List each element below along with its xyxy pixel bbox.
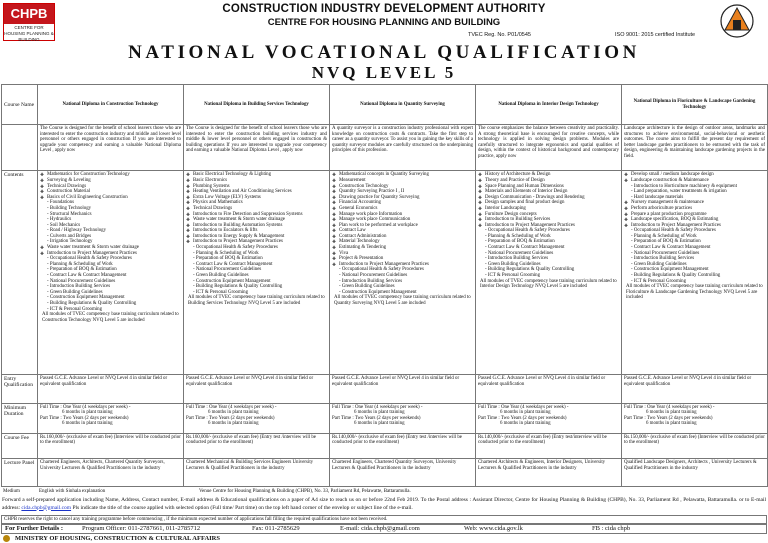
- content-item: - Hard landscape materials: [631, 194, 684, 200]
- content-item: ❖ Introduction to Project Management Practices: [624, 223, 765, 229]
- content-item: - Planning & Scheduling of Work: [193, 250, 259, 256]
- facebook[interactable]: FB : cida chpb: [592, 525, 631, 532]
- duration-cell: Full Time : One Year (4 weekdays per week) - 6 months in plant training Part Time : Two Years (2 days per weekends) 6 months in plant training: [38, 403, 184, 433]
- page-header: [0, 0, 768, 42]
- entry-row: [2, 374, 768, 403]
- contents-row: [2, 171, 768, 375]
- content-item: - Construction Equipment Management: [631, 267, 709, 273]
- content-item: - Preparation of BOQ & Estimation: [631, 239, 701, 245]
- row-label: Minimum Duration: [2, 403, 38, 433]
- content-item: - Green Building Guidelines: [631, 261, 687, 267]
- entry-qualification: Passed G.C.E. Advance Level or NVQ Level 4 in similar field or equivalent qualification: [476, 374, 622, 403]
- course-fee: Rs.160,000/- (exclusive of exam fee) (Interview will be conducted prior to the enrollment): [38, 433, 184, 459]
- logo-subtext: CENTRE FOR HOUSING PLANNING & BUILDING: [4, 25, 54, 42]
- course-title: National Diploma in Building Services Technology: [184, 85, 330, 125]
- content-item: - Green Building Guidelines: [193, 273, 249, 279]
- content-item: - Contract Law & Contract Management: [485, 245, 565, 251]
- content-item: ❖ Basic Electronics: [186, 178, 327, 184]
- content-item: - Introduction Building Services: [485, 256, 549, 262]
- course-name-row: [2, 85, 768, 125]
- content-item: ❖ Manage work place Information: [332, 212, 473, 218]
- course-fee: Rs.140,000/- (exclusive of exam fee) (Entry test/interview will be conducted prior to the enrollment): [476, 433, 622, 459]
- content-item: ❖ Nursery management & maintenance: [624, 200, 765, 206]
- content-item: ❖ Prepare a plant production programme: [624, 212, 765, 218]
- lecture-panel: Chartered Engineers, Architects, Chartered Quantity Surveyors, University Lecturers & Qualified Practitioners in the industry: [38, 459, 184, 487]
- content-item: - Culverts and Bridges: [47, 233, 92, 239]
- content-item: - Building Regulations & Quality Controlling: [631, 273, 721, 279]
- entry-qualification: Passed G.C.E. Advance Level or NVQ Level 4 in similar field or equivalent qualification: [330, 374, 476, 403]
- content-item: - Soil Mechanics: [47, 222, 81, 228]
- content-item: ❖ Introduction to Fire Detection and Suppression Systems: [186, 212, 327, 218]
- lecture-panel: Chartered Engineers, Chartered Quantity Surveyors, University Lecturers & Qualified Practitioners in the industry: [330, 459, 476, 487]
- course-title: National Diploma in Interior Design Technology: [476, 85, 622, 125]
- contents-list: [478, 172, 619, 289]
- content-item: ❖ Waste water treatment & Storm water drainage: [40, 245, 181, 251]
- content-item: ❖ Mathematical concepts in Quantity Surveying: [332, 172, 473, 178]
- content-item: All modules of TVEC competency base training curriculum related to Interior Design Technology NVQ Level 5 are included: [480, 278, 617, 290]
- content-item: ❖ Introduction to Energy Supply & Management: [186, 234, 327, 240]
- content-item: ❖ Design Communication - Drawings and Rendering: [478, 195, 619, 201]
- content-item: - Occupational Health & Safety Procedures: [47, 256, 132, 262]
- content-item: ❖ Plan work to be performed at workplace: [332, 223, 473, 229]
- content-item: ❖ Waste water treatment & Storm water drainage: [186, 217, 327, 223]
- content-item: ❖ Basic Electrical Technology & Lighting: [186, 172, 327, 178]
- content-item: - Building Regulations & Quality Controlling: [485, 267, 575, 273]
- content-item: - Land preparation, water treatments & irrigation: [631, 189, 727, 195]
- venue: Venue Centre for Housing Planning & Building (CHPB), No. 33, Parliament Rd, Pelawatte, Battaramulla.: [199, 489, 411, 494]
- content-item: ❖ Measurement: [332, 178, 473, 184]
- fee-row: [2, 433, 768, 459]
- course-table: [1, 84, 768, 487]
- fax: Fax: 011-2785629: [252, 525, 300, 532]
- row-label: Entry Qualification: [2, 374, 38, 403]
- content-item: - ICT & Personal Grooming: [193, 289, 249, 295]
- content-item: ❖ Introduction to Project Management Practices: [478, 223, 619, 229]
- content-item: - Contract Law & Contract Management: [47, 273, 127, 279]
- course-title: National Diploma in Construction Technology: [38, 85, 184, 125]
- row-label: Course Name: [2, 85, 38, 125]
- content-item: - ICT & Personal Grooming: [47, 306, 103, 312]
- content-item: ❖ Introduction to Building Automation Systems: [186, 223, 327, 229]
- content-item: - Preparation of BOQ & Estimation: [485, 239, 555, 245]
- content-item: ❖ Estimating & Tendering: [332, 245, 473, 251]
- content-item: ❖ Introduction to Project Management Practices: [40, 251, 181, 257]
- content-item: ❖ Introduction to Escalators & lifts: [186, 228, 327, 234]
- medium-label: Medium: [3, 489, 20, 494]
- row-label: Lecture Panel: [2, 459, 38, 487]
- entry-qualification: Passed G.C.E. Advance Level or NVQ Level 4 in similar field or equivalent qualification: [38, 374, 184, 403]
- content-item: ❖ Surveying & Leveling: [40, 178, 181, 184]
- content-item: ❖ Financial Accounting: [332, 200, 473, 206]
- content-item: - Construction Equipment Management: [193, 278, 271, 284]
- content-item: - Building Technology: [47, 205, 92, 211]
- content-item: ❖ Heating Ventilation and Air Conditioning Services: [186, 189, 327, 195]
- content-item: ❖ Quantity Surveying Practice I , II: [332, 189, 473, 195]
- content-item: - ICT & Personal Grooming: [631, 278, 687, 284]
- content-item: ❖ History of Architecture & Design: [478, 172, 619, 178]
- duration-cell: Full Time : One Year (4 weekdays per week) - 6 months in plant training Part Time : Two Years (2 days per weekends) 6 months in plant training: [622, 403, 768, 433]
- intro-row: [2, 125, 768, 171]
- contents-cell: [38, 171, 184, 375]
- course-title: National Diploma in Floriculture & Landscape Gardening Technology: [622, 85, 768, 125]
- course-fee: Rs.140,000/- (exclusive of exam fee) (Entry test /interview will be conducted prior to the enrollment): [330, 433, 476, 459]
- content-item: ❖ Material Technology: [332, 239, 473, 245]
- content-item: ❖ General Economics: [332, 206, 473, 212]
- content-item: All modules of TVEC competency base training curriculum related to Building Services Technology NVQ Level 5 are included: [188, 295, 325, 307]
- content-item: - Construction Equipment Management: [339, 289, 417, 295]
- content-item: - Planning & Scheduling of Work: [485, 233, 551, 239]
- contact-label: For Further Details :: [5, 525, 64, 532]
- content-item: - National Procurement Guidelines: [485, 250, 554, 256]
- content-item: ❖ Construction Technology: [332, 184, 473, 190]
- content-item: - Contract Law & Contract Management: [193, 261, 273, 267]
- content-item: - Introduction to Horticulture machinery & equipment: [631, 183, 737, 189]
- cida-seal-icon: [720, 3, 754, 39]
- ministry-footer: [1, 534, 767, 543]
- content-item: - Green Building Guidelines: [47, 289, 103, 295]
- program-officer: Program Officer: 011-2787661, 011-2785712: [82, 525, 201, 532]
- content-item: ❖ Physics and Mathematics: [186, 200, 327, 206]
- content-item: - ICT & Personal Grooming: [485, 273, 541, 279]
- row-label: Course Fee: [2, 433, 38, 459]
- content-item: ❖ Contract Law: [332, 228, 473, 234]
- content-item: - Planning & Scheduling of Work: [47, 261, 113, 267]
- content-item: - National Procurement Guidelines: [339, 273, 408, 279]
- content-item: - Green Building Guidelines: [485, 261, 541, 267]
- content-item: ❖ Interior Landscaping: [478, 206, 619, 212]
- duration-cell: Full Time : One Year (4 weekdays per week) - 6 months in plant training Part Time : Two Years (2 days per weekends) 6 months in plant training: [330, 403, 476, 433]
- duration-cell: Full Time : One Year (4 weekdays per week) - 6 months in plant training Part Time : Two Years (2 days per weekends) 6 months in plant training: [476, 403, 622, 433]
- content-item: - Occupational Health & Safety Procedures: [193, 245, 278, 251]
- org-name: CONSTRUCTION INDUSTRY DEVELOPMENT AUTHORITY: [222, 3, 546, 15]
- content-item: - Construction Equipment Management: [47, 295, 125, 301]
- panel-row: [2, 459, 768, 487]
- entry-qualification: Passed G.C.E. Advance Level or NVQ Level 4 in similar field or equivalent qualification: [184, 374, 330, 403]
- contents-list: [186, 172, 327, 306]
- row-label: [2, 125, 38, 171]
- contact-email[interactable]: E-mail: cida.chpb@gmail.com: [340, 525, 420, 532]
- content-item: ❖ Mathematics for Construction Technology: [40, 172, 181, 178]
- content-item: ❖ Design samples and final product design: [478, 200, 619, 206]
- medium-row: [1, 487, 767, 497]
- content-item: - National Procurement Guidelines: [631, 250, 700, 256]
- content-item: - Green Building Guidelines: [339, 284, 395, 290]
- content-item: - National Procurement Guidelines: [47, 278, 116, 284]
- course-intro: The Course is designed for the benefit of school leavers those who are interested to enter the construction building services industry and middle & lower level personnel or others engaged in construction & building operations If you are interested to upgrade your competency and earning a valuable National Diploma Level , apply now: [184, 125, 330, 171]
- content-item: ❖ Introduction to Building Services: [478, 217, 619, 223]
- iso-certification: ISO 9001: 2015 certified Institute: [615, 32, 696, 38]
- content-item: ❖ Plumbing Systems: [186, 184, 327, 190]
- content-item: - Planning & Scheduling of Work: [631, 233, 697, 239]
- content-item: - Occupational Health & Safety Procedures: [485, 228, 570, 234]
- course-title: National Diploma in Quantity Surveying: [330, 85, 476, 125]
- medium-value: English with Sinhala explanation: [39, 489, 106, 494]
- emblem-icon: [3, 535, 10, 542]
- content-item: - Preparation of BOQ & Estimation: [47, 267, 117, 273]
- cancellation-notice: CHPB reserves the right to cancel any training programme before commencing , if the minimum expected number of applications fall filling the required qualifications have not been received.: [1, 515, 767, 524]
- contents-list: [40, 172, 181, 323]
- application-instructions: Forward a self-prepared application including Name, Address, Contact number, E-mail address & Educational qualifications on a paper of A4 size to reach us on or before 22nd Feb 2019. To the Postal address : Assistant Director, Centre for Housing Planning & Building (CHPB), No. 33, Parliament Rd , Pelawatta, Battaramulla. or to E-mail address: cida.chpb@gmail.com Pls indicate the title of the course applied with selected option (Full time/ Part time) on the top left hand corner of the envelop or subject line of the e-mail.: [2, 497, 766, 511]
- content-item: ❖ Space Planning and Human Dimensions: [478, 184, 619, 190]
- content-item: - Road / Highway Technology: [47, 228, 107, 234]
- content-item: ❖ Contract Administration: [332, 234, 473, 240]
- content-item: - Occupational Health & Safety Procedures: [631, 228, 716, 234]
- content-item: ❖ Drawing practice for Quantity Surveying: [332, 195, 473, 201]
- content-item: - Occupational Health & Safety Procedures: [339, 267, 424, 273]
- course-intro: Landscape architecture is the design of outdoor areas, landmarks and structures to achieve environmental, social-behavioral or aesthetic outcomes. The course aims to fulfill the present day requirement of better landscape garden practitioners to be entrusted with the task of design, engineering & maintaining landscape gardening projects in the field.: [622, 125, 768, 171]
- content-item: ❖ Extra Low Voltage (ELV) Systems: [186, 195, 327, 201]
- content-item: ❖ Theory and Practice of Design: [478, 178, 619, 184]
- content-item: - National Procurement Guidelines: [193, 267, 262, 273]
- contents-cell: [622, 171, 768, 375]
- row-label: Contents: [2, 171, 38, 375]
- course-intro: The course emphasizes the balance between creativity and practicality. A strong theoretical base is encouraged for creative concepts, while technology is applied in solving design problems. Modules are carefully structured to integrate ergonomics and spatial qualities of design, within the context of historical background and contemporary practice, apply now: [476, 125, 622, 171]
- lecture-panel: Qualified Landscape Designers, Architects , University Lecturers & Qualified Practitioners in the industry: [622, 459, 768, 487]
- content-item: ❖ Viva: [332, 251, 473, 257]
- course-fee: Rs.150,000/- (exclusive of exam fee) (Interview will be conducted prior to the enrollment): [622, 433, 768, 459]
- content-item: ❖ Technical Drawings: [40, 184, 181, 190]
- content-item: - Contract Law & Contract Management: [631, 245, 711, 251]
- content-item: - Introduction Building Services: [631, 256, 695, 262]
- content-item: - Introduction Building Services: [339, 278, 403, 284]
- content-item: - Introduction Building Services: [47, 284, 111, 290]
- main-title: NATIONAL VOCATIONAL QUALIFICATION: [128, 42, 640, 63]
- content-item: ❖ Landscape construction & Maintenance: [624, 178, 765, 184]
- lecture-panel: Chartered Mechanical & Building Services Engineers University Lecturers & Qualified Practitioners in the industry: [184, 459, 330, 487]
- duration-row: [2, 403, 768, 433]
- org-subname: CENTRE FOR HOUSING PLANNING AND BUILDING: [267, 17, 501, 28]
- content-item: All modules of TVEC competency base training curriculum related to Floriculture & Landscape Gardening Technology NVQ Level 5 are included: [626, 284, 763, 301]
- email-link[interactable]: cida.chpb@gmail.com: [21, 504, 72, 511]
- course-fee: Rs.160,000/- (exclusive of exam fee) (Entry test /interview will be conducted prior to the enrollment): [184, 433, 330, 459]
- content-item: All modules of TVEC competency base training curriculum related to Construction Technology NVQ Level 5 are included: [42, 312, 179, 323]
- content-item: ❖ Furniture Design concepts: [478, 212, 619, 218]
- logo-text: CHPB: [4, 4, 54, 24]
- content-item: - Preparation of BOQ & Estimation: [193, 256, 263, 262]
- contents-cell: [184, 171, 330, 375]
- content-item: - Foundations: [47, 200, 75, 206]
- content-item: ❖ Project & Presentation: [332, 256, 473, 262]
- content-item: - Irrigation Technology: [47, 239, 93, 245]
- content-item: ❖ Construction Material: [40, 189, 181, 195]
- contents-cell: [330, 171, 476, 375]
- course-intro: The Course is designed for the benefit of school leavers those who are interested to enter the construction industry and middle and lower level personnel or others engaged in construction If you are interested to upgrade your competency and earning a valuable National Diploma Level , apply now: [38, 125, 184, 171]
- level-title: NVQ LEVEL 5: [311, 63, 457, 82]
- content-item: - Building Regulations & Quality Controlling: [193, 284, 283, 290]
- content-item: ❖ Materials and Elements of Interior Design: [478, 189, 619, 195]
- entry-qualification: Passed G.C.E. Advance Level or NVQ Level 4 in similar field or equivalent qualification: [622, 374, 768, 403]
- contents-list: [624, 172, 765, 301]
- tvec-registration: TVEC Reg. No. P01/0545: [468, 32, 531, 38]
- content-item: ❖ Introduction to Project Management Practices: [186, 239, 327, 245]
- content-item: ❖ Develop small / medium landscape design: [624, 172, 765, 178]
- content-item: - Hydraulics: [47, 217, 72, 223]
- content-item: - Structural Mechanics: [47, 211, 92, 217]
- lecture-panel: Chartered Architects & Engineers, Interior Designers, University Lecturers & Qualified Practitioners in the industry: [476, 459, 622, 487]
- content-item: - Building Regulations & Quality Controlling: [47, 301, 137, 307]
- course-intro: A quantity surveyor is a construction industry professional with expert knowledge on construction costs & contracts. Take the first step to career as a quantity surveyor. To assist you in gaining the key skills of a quantity surveyor modules are carefully structured on the underpinning principles of this profession.: [330, 125, 476, 171]
- content-item: ❖ Introduction to Project Management Practices: [332, 262, 473, 268]
- content-item: ❖ Basics of Civil Engineering Construction: [40, 195, 181, 201]
- contents-cell: [476, 171, 622, 375]
- contents-list: [332, 172, 473, 306]
- content-item: ❖ Manage work place Communication: [332, 217, 473, 223]
- contact-bar: [1, 524, 767, 534]
- content-item: ❖ Perform arboriculture practices: [624, 206, 765, 212]
- duration-cell: Full Time : One Year (4 weekdays per week) - 6 months in plant training Part Time : Two Years (2 days per weekends) 6 months in plant training: [184, 403, 330, 433]
- content-item: ❖ Landscape specification, BOQ & Estimating: [624, 217, 765, 223]
- website[interactable]: Web: www.cida.gov.lk: [464, 525, 523, 532]
- ministry-name: MINISTRY OF HOUSING, CONSTRUCTION & CULTURAL AFFAIRS: [15, 535, 220, 542]
- content-item: All modules of TVEC competency base training curriculum related to Quantity Surveying NVQ Level 5 are included: [334, 295, 471, 307]
- content-item: ❖ Technical Drawings: [186, 206, 327, 212]
